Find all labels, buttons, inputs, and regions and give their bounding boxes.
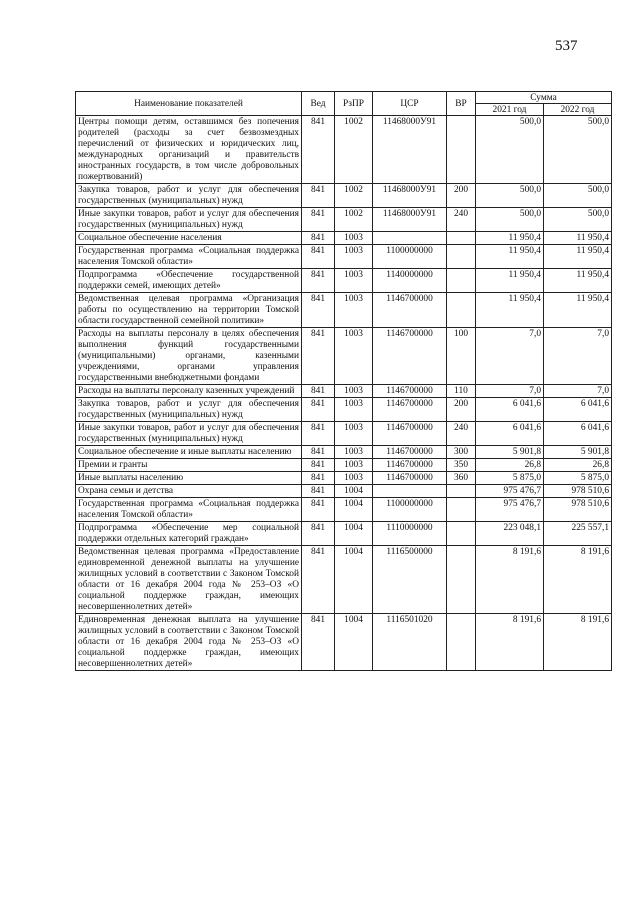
row-name: Премии и гранты: [76, 459, 302, 472]
row-csr: 11468000У91: [373, 208, 447, 232]
row-sum-2022: 6 041,6: [544, 398, 612, 422]
table-row: [76, 446, 612, 459]
row-name: Закупка товаров, работ и услуг для обеспечения государственных (муниципальных) нужд: [76, 398, 302, 422]
row-csr: 1146700000: [373, 293, 447, 328]
row-sum-2021: 500,0: [476, 116, 544, 184]
row-ved: 841: [302, 385, 335, 398]
row-ved: 841: [302, 472, 335, 485]
row-rzpr: 1003: [335, 328, 373, 385]
row-name: Иные закупки товаров, работ и услуг для обеспечения государственных (муниципальных) нужд: [76, 208, 302, 232]
row-rzpr: 1004: [335, 614, 373, 671]
row-csr: 1146700000: [373, 422, 447, 446]
row-vr: [447, 269, 476, 293]
row-vr: [447, 614, 476, 671]
row-sum-2021: 8 191,6: [476, 614, 544, 671]
row-sum-2021: 11 950,4: [476, 245, 544, 269]
header-ved: Вед: [302, 92, 335, 116]
table-body: [76, 116, 612, 671]
row-name: Расходы на выплаты персоналу в целях обеспечения выполнения функций государственными (муниципальными) органами, казенными учреждениями, органами управления государственными внебюджетными фондами: [76, 328, 302, 385]
row-ved: 841: [302, 398, 335, 422]
header-rzpr: РзПР: [335, 92, 373, 116]
table-row: [76, 208, 612, 232]
row-csr: 1100000000: [373, 245, 447, 269]
row-sum-2021: 500,0: [476, 208, 544, 232]
row-vr: 200: [447, 398, 476, 422]
row-name: Расходы на выплаты персоналу казенных учреждений: [76, 385, 302, 398]
row-rzpr: 1004: [335, 546, 373, 614]
row-csr: 1116501020: [373, 614, 447, 671]
header-csr: ЦСР: [373, 92, 447, 116]
row-csr: 1146700000: [373, 385, 447, 398]
row-ved: 841: [302, 446, 335, 459]
row-rzpr: 1004: [335, 522, 373, 546]
table-row: [76, 472, 612, 485]
row-name: Закупка товаров, работ и услуг для обеспечения государственных (муниципальных) нужд: [76, 184, 302, 208]
row-sum-2022: 8 191,6: [544, 546, 612, 614]
row-ved: 841: [302, 232, 335, 245]
table-row: [76, 269, 612, 293]
row-csr: 1100000000: [373, 498, 447, 522]
row-rzpr: 1004: [335, 498, 373, 522]
row-ved: 841: [302, 522, 335, 546]
table-row: [76, 522, 612, 546]
row-vr: [447, 485, 476, 498]
row-sum-2021: 7,0: [476, 385, 544, 398]
row-sum-2022: 11 950,4: [544, 232, 612, 245]
row-rzpr: 1002: [335, 208, 373, 232]
table-row: [76, 422, 612, 446]
row-csr: 11468000У91: [373, 116, 447, 184]
row-csr: [373, 232, 447, 245]
header-vr: ВР: [447, 92, 476, 116]
row-ved: 841: [302, 116, 335, 184]
header-2021: 2021 год: [476, 104, 544, 116]
table-row: [76, 459, 612, 472]
row-sum-2022: 8 191,6: [544, 614, 612, 671]
row-ved: 841: [302, 208, 335, 232]
row-csr: 1146700000: [373, 446, 447, 459]
table-row: [76, 485, 612, 498]
row-rzpr: 1003: [335, 232, 373, 245]
row-ved: 841: [302, 422, 335, 446]
header-sum: Сумма: [476, 92, 612, 104]
row-rzpr: 1003: [335, 398, 373, 422]
row-csr: 1110000000: [373, 522, 447, 546]
table-row: [76, 546, 612, 614]
row-ved: 841: [302, 293, 335, 328]
row-vr: [447, 498, 476, 522]
row-rzpr: 1003: [335, 269, 373, 293]
row-rzpr: 1003: [335, 245, 373, 269]
row-name: Иные выплаты населению: [76, 472, 302, 485]
row-name: Подпрограмма «Обеспечение государственной поддержки семей, имеющих детей»: [76, 269, 302, 293]
row-ved: 841: [302, 245, 335, 269]
table-row: [76, 184, 612, 208]
row-vr: [447, 522, 476, 546]
row-name: Ведомственная целевая программа «Предоставление единовременной денежной выплаты на улучшение жилищных условий в соответствии с Законом Томской области от 16 декабря 2004 года № 253–ОЗ «О социальной поддержке граждан, имеющих несовершеннолетних детей»: [76, 546, 302, 614]
row-vr: 360: [447, 472, 476, 485]
row-csr: 11468000У91: [373, 184, 447, 208]
row-ved: 841: [302, 498, 335, 522]
row-csr: 1140000000: [373, 269, 447, 293]
row-sum-2022: 11 950,4: [544, 245, 612, 269]
row-csr: 1146700000: [373, 459, 447, 472]
row-name: Иные закупки товаров, работ и услуг для обеспечения государственных (муниципальных) нужд: [76, 422, 302, 446]
row-vr: 240: [447, 422, 476, 446]
table-header: [76, 92, 612, 116]
row-sum-2021: 5 901,8: [476, 446, 544, 459]
row-sum-2021: 7,0: [476, 328, 544, 385]
budget-table: [75, 91, 612, 671]
row-sum-2021: 11 950,4: [476, 293, 544, 328]
table-row: [76, 293, 612, 328]
row-sum-2022: 6 041,6: [544, 422, 612, 446]
row-rzpr: 1002: [335, 184, 373, 208]
row-csr: [373, 485, 447, 498]
row-vr: 110: [447, 385, 476, 398]
row-sum-2021: 8 191,6: [476, 546, 544, 614]
page-number: 537: [555, 38, 578, 54]
row-sum-2022: 5 875,0: [544, 472, 612, 485]
row-rzpr: 1003: [335, 472, 373, 485]
row-sum-2022: 11 950,4: [544, 269, 612, 293]
row-ved: 841: [302, 614, 335, 671]
row-vr: [447, 232, 476, 245]
row-vr: [447, 245, 476, 269]
row-sum-2022: 26,8: [544, 459, 612, 472]
row-sum-2021: 11 950,4: [476, 232, 544, 245]
row-sum-2022: 11 950,4: [544, 293, 612, 328]
row-name: Охрана семьи и детства: [76, 485, 302, 498]
row-csr: 1146700000: [373, 328, 447, 385]
row-ved: 841: [302, 328, 335, 385]
row-sum-2022: 500,0: [544, 116, 612, 184]
row-vr: [447, 546, 476, 614]
row-sum-2022: 7,0: [544, 328, 612, 385]
table-row: [76, 232, 612, 245]
row-sum-2021: 975 476,7: [476, 485, 544, 498]
header-name: Наименование показателей: [76, 92, 302, 116]
row-ved: 841: [302, 269, 335, 293]
row-name: Ведомственная целевая программа «Организация работы по осуществлению на территории Томской области государственной семейной политики»: [76, 293, 302, 328]
table-row: [76, 245, 612, 269]
row-ved: 841: [302, 184, 335, 208]
row-name: Государственная программа «Социальная поддержка населения Томской области»: [76, 245, 302, 269]
row-ved: 841: [302, 546, 335, 614]
row-sum-2021: 6 041,6: [476, 398, 544, 422]
row-name: Социальное обеспечение населения: [76, 232, 302, 245]
row-vr: [447, 293, 476, 328]
row-vr: 350: [447, 459, 476, 472]
row-rzpr: 1003: [335, 459, 373, 472]
row-sum-2022: 5 901,8: [544, 446, 612, 459]
row-sum-2022: 7,0: [544, 385, 612, 398]
row-csr: 1146700000: [373, 472, 447, 485]
table-row: [76, 328, 612, 385]
row-vr: 100: [447, 328, 476, 385]
row-ved: 841: [302, 485, 335, 498]
row-rzpr: 1002: [335, 116, 373, 184]
row-name: Подпрограмма «Обеспечение мер социальной поддержки отдельных категорий граждан»: [76, 522, 302, 546]
row-sum-2022: 225 557,1: [544, 522, 612, 546]
row-sum-2021: 975 476,7: [476, 498, 544, 522]
row-name: Единовременная денежная выплата на улучшение жилищных условий в соответствии с Законом Томской области от 16 декабря 2004 года № 253–ОЗ «О социальной поддержке граждан, имеющих несовершеннолетних детей»: [76, 614, 302, 671]
row-sum-2021: 6 041,6: [476, 422, 544, 446]
row-sum-2021: 26,8: [476, 459, 544, 472]
row-rzpr: 1003: [335, 446, 373, 459]
row-ved: 841: [302, 459, 335, 472]
row-name: Государственная программа «Социальная поддержка населения Томской области»: [76, 498, 302, 522]
row-rzpr: 1004: [335, 485, 373, 498]
row-sum-2021: 500,0: [476, 184, 544, 208]
row-sum-2022: 978 510,6: [544, 485, 612, 498]
row-vr: 240: [447, 208, 476, 232]
row-rzpr: 1003: [335, 385, 373, 398]
row-csr: 1116500000: [373, 546, 447, 614]
row-name: Центры помощи детям, оставшимся без попечения родителей (расходы за счет безвозмездных перечислений от физических и юридических лиц, международных организаций и правительств иностранных государств, в том числе добровольных пожертвований): [76, 116, 302, 184]
table-row: [76, 498, 612, 522]
table-row: [76, 116, 612, 184]
row-sum-2021: 5 875,0: [476, 472, 544, 485]
row-sum-2021: 11 950,4: [476, 269, 544, 293]
table-row: [76, 614, 612, 671]
row-vr: [447, 116, 476, 184]
row-sum-2022: 500,0: [544, 208, 612, 232]
row-sum-2022: 978 510,6: [544, 498, 612, 522]
table-row: [76, 398, 612, 422]
row-sum-2021: 223 048,1: [476, 522, 544, 546]
row-sum-2022: 500,0: [544, 184, 612, 208]
row-rzpr: 1003: [335, 293, 373, 328]
row-vr: 300: [447, 446, 476, 459]
row-vr: 200: [447, 184, 476, 208]
header-2022: 2022 год: [544, 104, 612, 116]
row-name: Социальное обеспечение и иные выплаты населению: [76, 446, 302, 459]
table-row: [76, 385, 612, 398]
row-csr: 1146700000: [373, 398, 447, 422]
row-rzpr: 1003: [335, 422, 373, 446]
